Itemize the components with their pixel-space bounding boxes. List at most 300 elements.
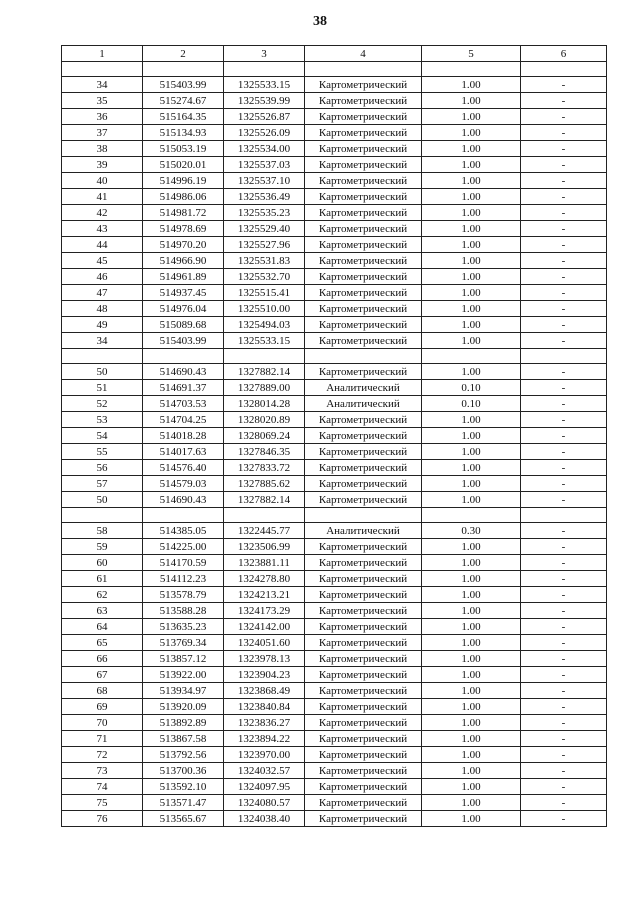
table-cell: Картометрический	[305, 811, 422, 827]
table-cell: 1325539.99	[224, 93, 305, 109]
table-row	[62, 619, 607, 635]
table-cell: -	[521, 603, 607, 619]
table-row	[62, 539, 607, 555]
empty-cell	[224, 508, 305, 523]
table-cell: 1.00	[422, 699, 521, 715]
table-cell: 515274.67	[143, 93, 224, 109]
table-cell: 38	[62, 141, 143, 157]
table-cell: 1323868.49	[224, 683, 305, 699]
table-cell: Картометрический	[305, 715, 422, 731]
table-cell: 1325537.03	[224, 157, 305, 173]
empty-cell	[143, 62, 224, 77]
table-cell: 1325533.15	[224, 333, 305, 349]
table-cell: 1.00	[422, 93, 521, 109]
table-cell: 68	[62, 683, 143, 699]
table-cell: 1327882.14	[224, 364, 305, 380]
table-cell: 514986.06	[143, 189, 224, 205]
empty-cell	[422, 62, 521, 77]
table-cell: 1.00	[422, 205, 521, 221]
table-cell: Картометрический	[305, 444, 422, 460]
table-cell: -	[521, 651, 607, 667]
table-cell: 515134.93	[143, 125, 224, 141]
table-cell: 1.00	[422, 571, 521, 587]
table-cell: 1324173.29	[224, 603, 305, 619]
group-separator-row	[62, 349, 607, 364]
table-cell: Картометрический	[305, 412, 422, 428]
table-cell: Картометрический	[305, 141, 422, 157]
table-cell: 1.00	[422, 811, 521, 827]
table-cell: Картометрический	[305, 603, 422, 619]
table-cell: 514978.69	[143, 221, 224, 237]
table-cell: 1.00	[422, 444, 521, 460]
table-cell: 1.00	[422, 587, 521, 603]
table-cell: -	[521, 157, 607, 173]
table-cell: 1.00	[422, 221, 521, 237]
table-cell: 1325526.87	[224, 109, 305, 125]
table-cell: 0.10	[422, 396, 521, 412]
table-cell: 1323894.22	[224, 731, 305, 747]
table-cell: -	[521, 667, 607, 683]
table-cell: -	[521, 253, 607, 269]
table-row	[62, 635, 607, 651]
table-cell: 52	[62, 396, 143, 412]
empty-cell	[305, 349, 422, 364]
table-cell: Картометрический	[305, 779, 422, 795]
table-cell: 1.00	[422, 285, 521, 301]
table-cell: Картометрический	[305, 635, 422, 651]
table-row	[62, 173, 607, 189]
table-cell: 1325526.09	[224, 125, 305, 141]
table-cell: 72	[62, 747, 143, 763]
table-cell: Аналитический	[305, 523, 422, 539]
table-cell: 49	[62, 317, 143, 333]
empty-cell	[305, 508, 422, 523]
table-cell: 515053.19	[143, 141, 224, 157]
table-cell: 37	[62, 125, 143, 141]
table-cell: 1328020.89	[224, 412, 305, 428]
table-cell: 1.00	[422, 253, 521, 269]
table-cell: Картометрический	[305, 317, 422, 333]
table-cell: Картометрический	[305, 539, 422, 555]
table-cell: Картометрический	[305, 587, 422, 603]
table-cell: 514970.20	[143, 237, 224, 253]
table-cell: 59	[62, 539, 143, 555]
table-cell: 34	[62, 333, 143, 349]
table-row	[62, 444, 607, 460]
table-cell: 0.30	[422, 523, 521, 539]
table-cell: 53	[62, 412, 143, 428]
table-cell: 513892.89	[143, 715, 224, 731]
table-cell: Картометрический	[305, 205, 422, 221]
table-cell: 1325494.03	[224, 317, 305, 333]
table-cell: 54	[62, 428, 143, 444]
table-cell: 1327833.72	[224, 460, 305, 476]
table-cell: 515403.99	[143, 333, 224, 349]
table-cell: 513769.34	[143, 635, 224, 651]
table-cell: 514017.63	[143, 444, 224, 460]
table-cell: 56	[62, 460, 143, 476]
table-cell: 513565.67	[143, 811, 224, 827]
table-cell: -	[521, 523, 607, 539]
table-cell: 1323978.13	[224, 651, 305, 667]
empty-cell	[224, 62, 305, 77]
table-cell: Картометрический	[305, 125, 422, 141]
table-row	[62, 683, 607, 699]
table-cell: -	[521, 141, 607, 157]
table-cell: -	[521, 317, 607, 333]
table-row	[62, 125, 607, 141]
table-cell: 1324213.21	[224, 587, 305, 603]
table-cell: 1.00	[422, 141, 521, 157]
table-cell: Картометрический	[305, 221, 422, 237]
table-cell: 513571.47	[143, 795, 224, 811]
table-row	[62, 587, 607, 603]
table-cell: Картометрический	[305, 683, 422, 699]
table-cell: 1323840.84	[224, 699, 305, 715]
table-cell: 40	[62, 173, 143, 189]
table-cell: 514112.23	[143, 571, 224, 587]
table-row	[62, 77, 607, 93]
table-cell: 1327885.62	[224, 476, 305, 492]
table-cell: 1.00	[422, 428, 521, 444]
table-cell: 34	[62, 77, 143, 93]
table-cell: 50	[62, 364, 143, 380]
table-cell: -	[521, 699, 607, 715]
column-header: 6	[521, 46, 607, 62]
table-cell: 514937.45	[143, 285, 224, 301]
table-cell: 41	[62, 189, 143, 205]
table-row	[62, 157, 607, 173]
table-cell: 514966.90	[143, 253, 224, 269]
table-cell: Картометрический	[305, 173, 422, 189]
table-row	[62, 93, 607, 109]
table-cell: -	[521, 779, 607, 795]
empty-cell	[143, 349, 224, 364]
table-cell: -	[521, 109, 607, 125]
table-cell: Аналитический	[305, 396, 422, 412]
table-cell: -	[521, 301, 607, 317]
table-cell: -	[521, 715, 607, 731]
table-cell: 1328069.24	[224, 428, 305, 444]
table-row	[62, 460, 607, 476]
empty-cell	[521, 349, 607, 364]
coordinates-table	[61, 45, 607, 827]
table-cell: 60	[62, 555, 143, 571]
table-cell: 1.00	[422, 619, 521, 635]
table-cell: -	[521, 269, 607, 285]
table-cell: Картометрический	[305, 667, 422, 683]
table-cell: 1325536.49	[224, 189, 305, 205]
table-cell: 1.00	[422, 795, 521, 811]
table-row	[62, 699, 607, 715]
table-row	[62, 301, 607, 317]
empty-cell	[521, 508, 607, 523]
table-row	[62, 667, 607, 683]
table-cell: Картометрический	[305, 460, 422, 476]
table-cell: 513700.36	[143, 763, 224, 779]
table-cell: 70	[62, 715, 143, 731]
table-cell: 1323970.00	[224, 747, 305, 763]
empty-cell	[143, 508, 224, 523]
table-row	[62, 237, 607, 253]
table-cell: 1323904.23	[224, 667, 305, 683]
table-cell: Картометрический	[305, 571, 422, 587]
table-cell: 1324080.57	[224, 795, 305, 811]
table-cell: -	[521, 205, 607, 221]
table-row	[62, 253, 607, 269]
table-cell: 1.00	[422, 301, 521, 317]
table-cell: -	[521, 93, 607, 109]
empty-cell	[224, 349, 305, 364]
table-cell: 514961.89	[143, 269, 224, 285]
column-header: 5	[422, 46, 521, 62]
table-cell: 1.00	[422, 539, 521, 555]
table-cell: 514385.05	[143, 523, 224, 539]
table-cell: 1325515.41	[224, 285, 305, 301]
table-cell: Картометрический	[305, 189, 422, 205]
table-cell: -	[521, 189, 607, 205]
table-cell: 1325510.00	[224, 301, 305, 317]
table-cell: Картометрический	[305, 476, 422, 492]
table-cell: 66	[62, 651, 143, 667]
table-cell: -	[521, 364, 607, 380]
table-row	[62, 317, 607, 333]
table-cell: Картометрический	[305, 253, 422, 269]
table-cell: 1.00	[422, 109, 521, 125]
table-cell: 1.00	[422, 747, 521, 763]
table-cell: Картометрический	[305, 795, 422, 811]
table-row	[62, 412, 607, 428]
table-cell: 1.00	[422, 603, 521, 619]
empty-cell	[62, 62, 143, 77]
table-cell: 1.00	[422, 779, 521, 795]
table-row	[62, 811, 607, 827]
table-cell: 1.00	[422, 412, 521, 428]
table-cell: Картометрический	[305, 301, 422, 317]
table-cell: -	[521, 285, 607, 301]
table-cell: 42	[62, 205, 143, 221]
table-row	[62, 715, 607, 731]
table-cell: Картометрический	[305, 364, 422, 380]
table-cell: 1322445.77	[224, 523, 305, 539]
table-cell: Картометрический	[305, 93, 422, 109]
empty-cell	[422, 508, 521, 523]
table-cell: 43	[62, 221, 143, 237]
table-cell: -	[521, 396, 607, 412]
table-cell: -	[521, 619, 607, 635]
column-header: 1	[62, 46, 143, 62]
table-cell: 1327889.00	[224, 380, 305, 396]
table-cell: Аналитический	[305, 380, 422, 396]
table-cell: 1.00	[422, 667, 521, 683]
table-cell: -	[521, 476, 607, 492]
table-cell: 514703.53	[143, 396, 224, 412]
table-cell: 1323506.99	[224, 539, 305, 555]
table-cell: 73	[62, 763, 143, 779]
table-cell: 1324038.40	[224, 811, 305, 827]
table-cell: 1324097.95	[224, 779, 305, 795]
table-cell: 71	[62, 731, 143, 747]
empty-cell	[422, 349, 521, 364]
table-cell: Картометрический	[305, 747, 422, 763]
table-cell: 514018.28	[143, 428, 224, 444]
table-cell: 50	[62, 492, 143, 508]
group-separator-row	[62, 508, 607, 523]
table-cell: 36	[62, 109, 143, 125]
table-row	[62, 651, 607, 667]
table-cell: Картометрический	[305, 731, 422, 747]
table-cell: Картометрический	[305, 109, 422, 125]
empty-cell	[305, 62, 422, 77]
empty-cell	[62, 508, 143, 523]
table-cell: 514690.43	[143, 492, 224, 508]
table-cell: -	[521, 635, 607, 651]
table-cell: 514996.19	[143, 173, 224, 189]
table-cell: Картометрический	[305, 492, 422, 508]
table-cell: 1324051.60	[224, 635, 305, 651]
table-cell: 513635.23	[143, 619, 224, 635]
table-row	[62, 795, 607, 811]
table-cell: -	[521, 221, 607, 237]
table-cell: 1327882.14	[224, 492, 305, 508]
table-cell: 63	[62, 603, 143, 619]
column-header: 4	[305, 46, 422, 62]
table-cell: 1325527.96	[224, 237, 305, 253]
table-cell: 1.00	[422, 651, 521, 667]
table-cell: Картометрический	[305, 333, 422, 349]
table-cell: 55	[62, 444, 143, 460]
table-row	[62, 141, 607, 157]
table-cell: 69	[62, 699, 143, 715]
table-cell: 1324032.57	[224, 763, 305, 779]
table-cell: 46	[62, 269, 143, 285]
page-number: 38	[313, 14, 327, 29]
table-cell: 1323881.11	[224, 555, 305, 571]
table-cell: 1.00	[422, 125, 521, 141]
table-cell: 1325532.70	[224, 269, 305, 285]
table-cell: Картометрический	[305, 651, 422, 667]
table-cell: 61	[62, 571, 143, 587]
table-cell: -	[521, 444, 607, 460]
column-header: 3	[224, 46, 305, 62]
table-row	[62, 571, 607, 587]
table-cell: 515020.01	[143, 157, 224, 173]
table-cell: 1.00	[422, 157, 521, 173]
table-cell: -	[521, 173, 607, 189]
table-cell: 1325535.23	[224, 205, 305, 221]
table-cell: 45	[62, 253, 143, 269]
table-row	[62, 221, 607, 237]
table-cell: 57	[62, 476, 143, 492]
table-cell: 76	[62, 811, 143, 827]
table-row	[62, 380, 607, 396]
table-cell: 514579.03	[143, 476, 224, 492]
table-cell: Картометрический	[305, 619, 422, 635]
table-cell: -	[521, 587, 607, 603]
table-cell: 514576.40	[143, 460, 224, 476]
table-row	[62, 428, 607, 444]
table-cell: -	[521, 811, 607, 827]
table-cell: 44	[62, 237, 143, 253]
table-cell: Картометрический	[305, 763, 422, 779]
table-cell: -	[521, 555, 607, 571]
table-row	[62, 763, 607, 779]
table-cell: 51	[62, 380, 143, 396]
table-cell: 1.00	[422, 715, 521, 731]
table-cell: 1.00	[422, 237, 521, 253]
table-cell: Картометрический	[305, 237, 422, 253]
empty-cell	[62, 349, 143, 364]
table-body	[62, 62, 607, 827]
table-cell: 1.00	[422, 476, 521, 492]
table-cell: 1323836.27	[224, 715, 305, 731]
table-cell: 514170.59	[143, 555, 224, 571]
table-cell: -	[521, 571, 607, 587]
table-cell: 1325529.40	[224, 221, 305, 237]
table-cell: -	[521, 763, 607, 779]
table-cell: 1.00	[422, 317, 521, 333]
table-cell: 35	[62, 93, 143, 109]
table-cell: -	[521, 460, 607, 476]
table-cell: 513792.56	[143, 747, 224, 763]
table-cell: 1.00	[422, 269, 521, 285]
table-cell: 1.00	[422, 173, 521, 189]
table-cell: -	[521, 412, 607, 428]
table-cell: 1.00	[422, 555, 521, 571]
table-cell: -	[521, 539, 607, 555]
table-cell: -	[521, 747, 607, 763]
table-cell: 1.00	[422, 683, 521, 699]
table-header-row	[62, 46, 607, 62]
table-cell: 1.00	[422, 189, 521, 205]
table-cell: 58	[62, 523, 143, 539]
table-row	[62, 555, 607, 571]
table-cell: 1.00	[422, 364, 521, 380]
table-cell: 0.10	[422, 380, 521, 396]
table-cell: 513578.79	[143, 587, 224, 603]
table-cell: -	[521, 380, 607, 396]
table-cell: 514225.00	[143, 539, 224, 555]
table-cell: 1325533.15	[224, 77, 305, 93]
table-cell: -	[521, 795, 607, 811]
table-row	[62, 747, 607, 763]
table-row	[62, 396, 607, 412]
table-cell: 513588.28	[143, 603, 224, 619]
table-row	[62, 492, 607, 508]
table-row	[62, 189, 607, 205]
table-cell: 1.00	[422, 635, 521, 651]
table-cell: 39	[62, 157, 143, 173]
table-cell: 515164.35	[143, 109, 224, 125]
table-cell: 64	[62, 619, 143, 635]
table-cell: 514976.04	[143, 301, 224, 317]
table-row	[62, 109, 607, 125]
column-header: 2	[143, 46, 224, 62]
table-cell: -	[521, 492, 607, 508]
table-cell: -	[521, 237, 607, 253]
table-cell: 513867.58	[143, 731, 224, 747]
table-cell: 1.00	[422, 763, 521, 779]
table-cell: 513920.09	[143, 699, 224, 715]
table-cell: 1325531.83	[224, 253, 305, 269]
table-cell: 75	[62, 795, 143, 811]
table-cell: -	[521, 77, 607, 93]
table-cell: 67	[62, 667, 143, 683]
table-cell: 514691.37	[143, 380, 224, 396]
table-cell: 47	[62, 285, 143, 301]
table-cell: 62	[62, 587, 143, 603]
table-cell: 1324142.00	[224, 619, 305, 635]
